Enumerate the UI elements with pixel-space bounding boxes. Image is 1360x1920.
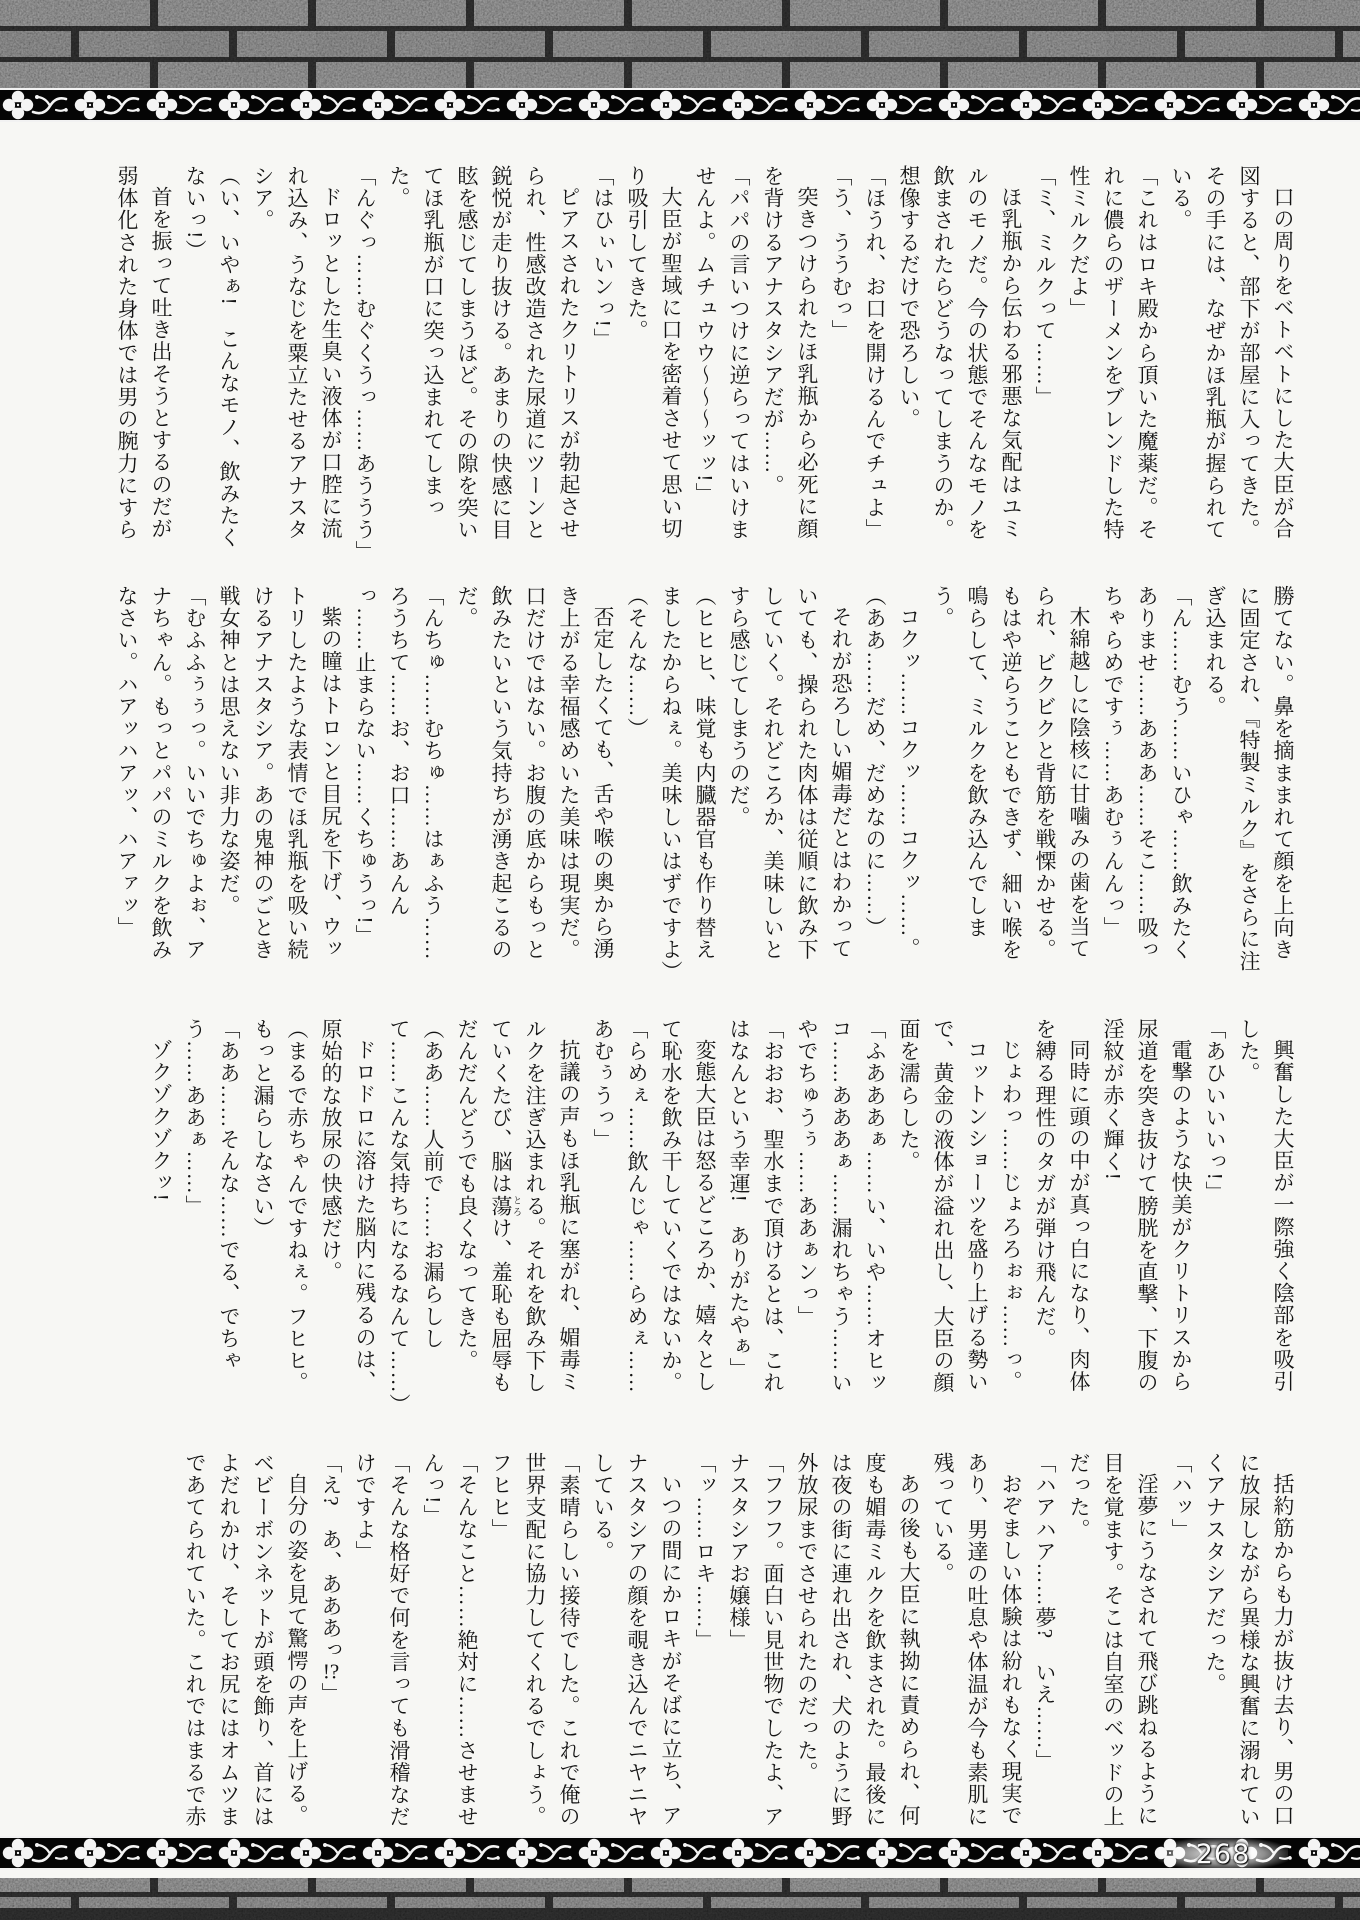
paragraph: 「ミ、ミルクって……」 bbox=[1033, 165, 1057, 409]
brick-border-bottom bbox=[0, 1878, 1360, 1920]
paragraph: 「おおお、聖水まで頂けるとは、これはなんという幸運! ありがたやぁ」 bbox=[727, 1018, 785, 1394]
novel-text-band-3 bbox=[144, 1018, 1300, 1416]
paragraph: おぞましい体験は紛れもなく現実であり、男達の吐息や体温が今も素肌に残っている。 bbox=[931, 1452, 1023, 1828]
paragraph: （ああ……だめ、だめなのに……） bbox=[863, 585, 887, 939]
novel-text-band-1 bbox=[110, 165, 1300, 563]
paragraph: 「むふふぅぅっ。いいでちゅよぉ、アナちゃん。もっとパパのミルクを飲みなさい。ハアッハアッ、ハアァッ」 bbox=[115, 585, 207, 961]
paragraph: 勝てない。鼻を摘ままれて顔を上向きに固定され、『特製ミルク』をさらに注ぎ込まれる。 bbox=[1203, 585, 1295, 973]
paragraph: それが恐ろしい媚毒だとはわかっていても、操られた肉体は従順に飲み下していく。それどころか、美味しいとすら感じてしまうのだ。 bbox=[727, 585, 853, 961]
paragraph: 口の周りをベトベトにした大臣が合図すると、部下が部屋に入ってきた。その手には、なぜかほ乳瓶が握られている。 bbox=[1169, 165, 1295, 541]
paragraph: （ヒヒヒ、味覚も内臓器官も作り替えましたからねぇ。美味しいはずですよ） bbox=[659, 585, 717, 983]
page-number: 268 bbox=[1195, 1838, 1251, 1870]
paragraph: 否定したくても、舌や喉の奥から湧き上がる幸福感めいた美味は現実だ。口だけではない。お腹の底からもっと飲みたいという気持ちが湧き起こるのだ。 bbox=[455, 585, 615, 961]
novel-text-band-4 bbox=[178, 1452, 1300, 1844]
paragraph: じょわっ……じょろろぉぉ……っ。 bbox=[999, 1039, 1023, 1393]
brick-border-top bbox=[0, 0, 1360, 88]
paragraph: いつの間にかロキがそばに立ち、アナスタシアの顔を覗き込んでニヤニヤしている。 bbox=[591, 1452, 683, 1828]
paragraph: 「ん……むう……いひゃ……飲みたくありませ……あああ……そこ……吸っちゃらめですぅ……あむぅんんっ」 bbox=[1101, 585, 1193, 961]
paragraph: ドロドロに溶けた脳内に残るのは、原始的な放尿の快感だけ。 bbox=[319, 1018, 377, 1393]
paragraph: （ああ……人前で……お漏らしして……こんな気持ちになるなんて……） bbox=[387, 1018, 445, 1416]
paragraph: ドロッとした生臭い液体が口腔に流れ込み、うなじを粟立たせるアナスタシア。 bbox=[251, 165, 343, 541]
paragraph: 「ああ……そんな……でる、でちゃう……ああぁ……」 bbox=[183, 1018, 241, 1372]
paragraph: 抗議の声もほ乳瓶に塞がれ、媚毒ミルクを注ぎ込まれる。それを飲み下していくたび、脳は蕩 とろけ、羞恥も屈辱もだんだんどうでも良くなってきた。 bbox=[455, 1018, 581, 1394]
paragraph: 「ふあああぁ……い、いや……オヒッコ……あああぁ……漏れちゃう……いやでちゅうぅ……ああぁンっ」 bbox=[795, 1018, 887, 1394]
paragraph: 「はひぃいンっ!」 bbox=[591, 165, 615, 350]
paragraph: 「フフフ。面白い見世物でしたよ、アナスタシアお嬢様」 bbox=[727, 1452, 785, 1828]
paragraph: 大臣が聖域に口を密着させて思い切り吸引してきた。 bbox=[625, 165, 683, 540]
paragraph: 変態大臣は怒るどころか、嬉々として恥水を飲み干していくではないか。 bbox=[659, 1018, 717, 1394]
paragraph: 淫夢にうなされて飛び跳ねるように目を覚ます。そこは自室のベッドの上だった。 bbox=[1067, 1452, 1159, 1828]
paragraph: 興奮した大臣が一際強く陰部を吸引した。 bbox=[1237, 1018, 1295, 1393]
paragraph: 自分の姿を見て驚愕の声を上げる。ベビーボンネットが頭を飾り、首にはよだれかけ、そしてお尻にはオムツまであてられていた。これではまるで赤 bbox=[183, 1452, 309, 1828]
paragraph: 「パパの言いつけに逆らってはいけませんよ。ムチュウウ〜〜〜ッッ!」 bbox=[693, 165, 751, 541]
floral-border-top bbox=[0, 88, 1360, 122]
paragraph: 首を振って吐き出そうとするのだが弱体化された身体では男の腕力にすら bbox=[115, 165, 173, 541]
paragraph: 「素晴らしい接待でした。これで俺の世界支配に協力してくれるでしょう。フヒヒ」 bbox=[489, 1452, 581, 1828]
paragraph: ゾクゾクゾクッ! bbox=[149, 1039, 173, 1202]
paragraph: 「そんな格好で何を言っても滑稽なだけですよ」 bbox=[353, 1452, 411, 1828]
paragraph: 「そんなこと……絶対に……させませんっ!」 bbox=[421, 1452, 479, 1828]
paragraph: 「んちゅ……むちゅ……はぁふう……ろうちて……お、お口……あんんっ……止まらない……くちゅうっ!」 bbox=[353, 585, 445, 961]
paragraph: 同時に頭の中が真っ白になり、肉体を縛る理性のタガが弾け飛んだ。 bbox=[1033, 1018, 1091, 1393]
paragraph: 「これはロキ殿から頂いた魔薬だ。それに儂らのザーメンをブレンドした特性ミルクだよ」 bbox=[1067, 165, 1159, 541]
paragraph: （い、いやぁ! こんなモノ、飲みたくないっ!） bbox=[183, 165, 241, 549]
paragraph: ピアスされたクリトリスが勃起させられ、性感改造された尿道にツーンと鋭悦が走り抜ける。あまりの快感に目眩を感じてしまうほど。その隙を突いてほ乳瓶が口に突っ込まれてしまった。 bbox=[387, 165, 581, 541]
paragraph: 括約筋からも力が抜け去り、男の口に放尿しながら異様な興奮に溺れていくアナスタシアだった。 bbox=[1203, 1452, 1295, 1828]
paragraph: （まるで赤ちゃんですねぇ。フヒヒ。もっと漏らしなさい） bbox=[251, 1018, 309, 1394]
paragraph: あの後も大臣に執拗に責められ、何度も媚毒ミルクを飲まされた。最後には夜の街に連れ出され、犬のように野外放尿までさせられたのだった。 bbox=[795, 1452, 921, 1828]
paragraph: 電撃のような快美がクリトリスから尿道を突き抜けて膀胱を直撃、下腹の淫紋が赤く輝く! bbox=[1101, 1018, 1193, 1394]
paragraph: 木綿越しに陰核に甘噛みの歯を当てられ、ビクビクと背筋を戦慄かせる。もはや逆らうこともできず、細い喉を鳴らして、ミルクを飲み込んでしまう。 bbox=[931, 585, 1091, 961]
paragraph: （そんな……） bbox=[625, 585, 649, 740]
paragraph: 「ほうれ、お口を開けるんでチュよ」 bbox=[863, 165, 887, 541]
paragraph: コットンショーツを盛り上げる勢いで、黄金の液体が溢れ出し、大臣の顔面を濡らした。 bbox=[897, 1018, 989, 1394]
paragraph: 「ハアハア……夢? いえ……」 bbox=[1033, 1452, 1057, 1772]
paragraph: 「ッ……ロキ……」 bbox=[693, 1452, 717, 1651]
paragraph: 「あひいいいっ!」 bbox=[1203, 1018, 1227, 1203]
paragraph: 「う、ううむっ」 bbox=[829, 165, 853, 342]
paragraph: ほ乳瓶から伝わる邪悪な気配はユミルのモノだ。今の状態でそんなモノを飲まされたらどうなってしまうのか。想像するだけで恐ろしい。 bbox=[897, 165, 1023, 541]
paragraph: コクッ……コクッ……コクッ……。 bbox=[897, 606, 921, 960]
novel-text-band-2 bbox=[110, 585, 1300, 983]
paragraph: 突きつけられたほ乳瓶から必死に顔を背けるアナスタシアだが……。 bbox=[761, 165, 819, 540]
paragraph: 「らめぇ……飲んじゃ……らめぇ……あむぅうっ」 bbox=[591, 1018, 649, 1394]
paragraph: 「ハッ」 bbox=[1169, 1452, 1193, 1541]
paragraph: 「んぐっ……むぐくうっ……あううう」 bbox=[353, 165, 377, 563]
paragraph: 「え? あ、あああっ!?」 bbox=[319, 1452, 343, 1705]
page-number-glow bbox=[1158, 1838, 1288, 1870]
paragraph: 紫の瞳はトロンと目尻を下げ、ウットリしたような表情でほ乳瓶を吸い続けるアナスタシア。あの鬼神のごとき戦女神とは思えない非力な姿だ。 bbox=[217, 585, 343, 961]
floral-border-bottom bbox=[0, 1836, 1360, 1870]
